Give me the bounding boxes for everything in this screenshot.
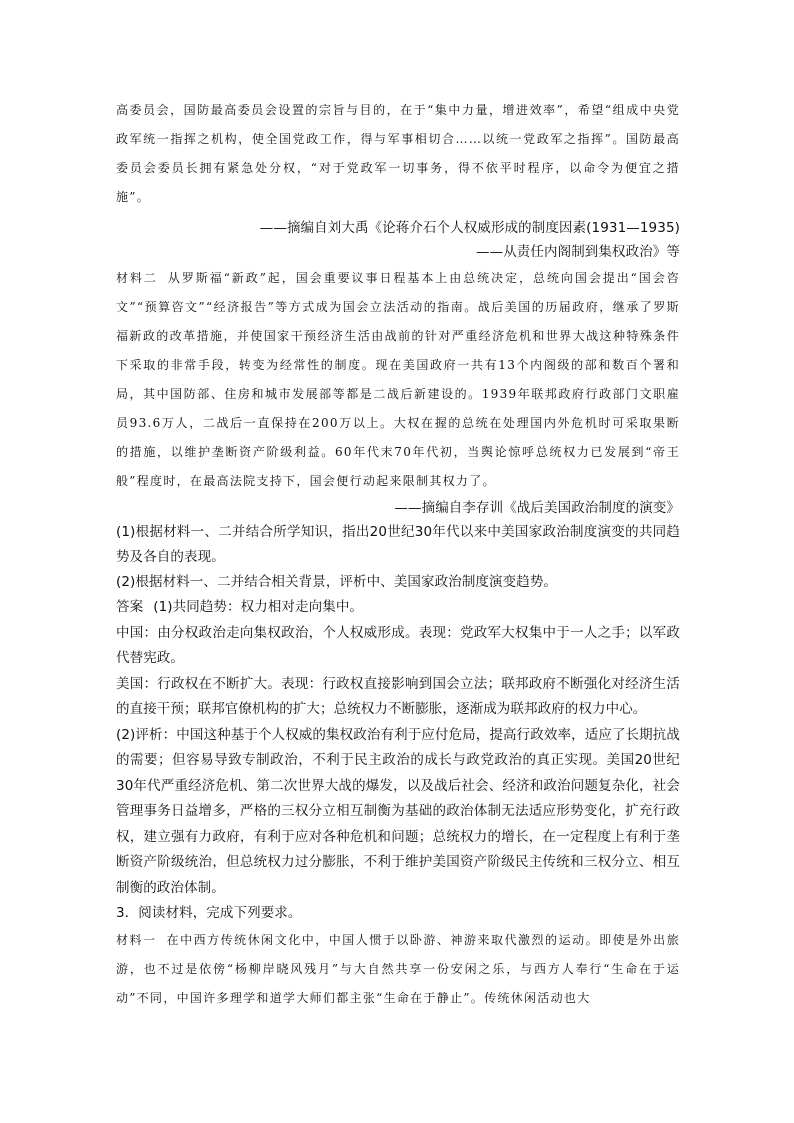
- material-2-text: 从罗斯福“新政”起，国会重要议事日程基本上由总统决定，总统向国会提出“国会咨文”“预算咨文”“经济报告”等方式成为国会立法活动的指南。战后美国的历届政府，继承了罗斯福新政的改革措施，并使国家干预经济生活由战前的针对严重经济危机和世界大战这种特殊条件下采取的非常手段，转变为经常性的制度。现在美国政府一共有13个内阁级的部和数百个署和局，其中国防部、住房和城市发展部等都是二战后新建设的。1939年联邦政府行政部门文职雇员93.6万人，二战后一直保持在200万以上。大权在握的总统在处理国内外危机时可采取果断的措施，以维护垄断资产阶级利益。60年代末70年代初，当舆论惊呼总统权力已发展到“帝王般”程度时，在最高法院支持下，国会便行动起来限制其权力了。: [116, 271, 680, 488]
- material-2-paragraph: [116, 264, 680, 496]
- material-1-continuation: 高委员会，国防最高委员会设置的宗旨与目的，在于“集中力量，增进效率”，希望“组成中央党政军统一指挥之机构，使全国党政工作，得与军事相切合……以统一党政军之指挥”。国防最高委员会委员长拥有紧急处分权，“对于党政军一切事务，得不依平时程序，以命令为便宜之措施”。: [116, 103, 680, 204]
- answer-intro: (1)共同趋势：权力相对走向集中。: [153, 599, 364, 615]
- question-1: (1)根据材料一、二并结合所学知识，指出20世纪30年代以来中美国家政治制度演变的共同趋势及各自的表现。: [116, 524, 680, 565]
- answer-part-2: (2)评析：中国这种基于个人权威的集权政治有利于应付危局，提高行政效率，适应了长期抗战的需要；但容易导致专制政治，不利于民主政治的成长与政党政治的真正实现。美国20世纪30年代严重经济危机、第二次世界大战的爆发，以及战后社会、经济和政治问题复杂化，社会管理事务日益增多，严格的三权分立相互制衡为基础的政治体制无法适应形势变化，扩充行政权，建立强有力政府，有利于应对各种危机和问题；总统权力的增长，在一定程度上有利于垄断资产阶级统治，但总统权力过分膨胀，不利于维护美国资产阶级民主传统和三权分立、相互制衡的政治体制。: [116, 726, 680, 896]
- source-citation-1-line-1: ——摘编自刘大禹《论蒋介石个人权威形成的制度因素(1931—1935): [259, 220, 680, 236]
- answer-usa: 美国：行政权在不断扩大。表现：行政权直接影响到国会立法；联邦政府不断强化对经济生活的直接干预；联邦官僚机构的扩大；总统权力不断膨胀，逐渐成为联邦政府的权力中心。: [116, 675, 680, 717]
- material-3-label: 材料一: [116, 933, 157, 947]
- material-2-label: 材料二: [116, 271, 158, 285]
- question-2: (2)根据材料一、二并结合相关背景，评析中、美国家政治制度演变趋势。: [116, 574, 558, 590]
- material-3-paragraph: [116, 926, 680, 1013]
- question-3-heading: 3．阅读材料，完成下列要求。: [116, 905, 302, 921]
- document-content: [116, 96, 680, 1013]
- answer-heading: [116, 595, 680, 621]
- answer-china: 中国：由分权政治走向集权政治，个人权威形成。表现：党政军大权集中于一人之手；以军政代替宪政。: [116, 624, 680, 666]
- source-citation-1-line-2: ——从责任内阁制到集权政治》等: [476, 244, 680, 260]
- source-citation-2: ——摘编自李存训《战后美国政治制度的演变》: [394, 500, 680, 516]
- material-3-text: 在中西方传统休闲文化中，中国人惯于以卧游、神游来取代激烈的运动。即使是外出旅游，也不过是依傍“杨柳岸晓风残月”与大自然共享一份安闲之乐，与西方人奉行“生命在于运动”不同，中国许多理学和道学大师们都主张“生命在于静止”。传统休闲活动也大: [116, 933, 681, 1005]
- answer-label: 答案: [116, 599, 144, 615]
